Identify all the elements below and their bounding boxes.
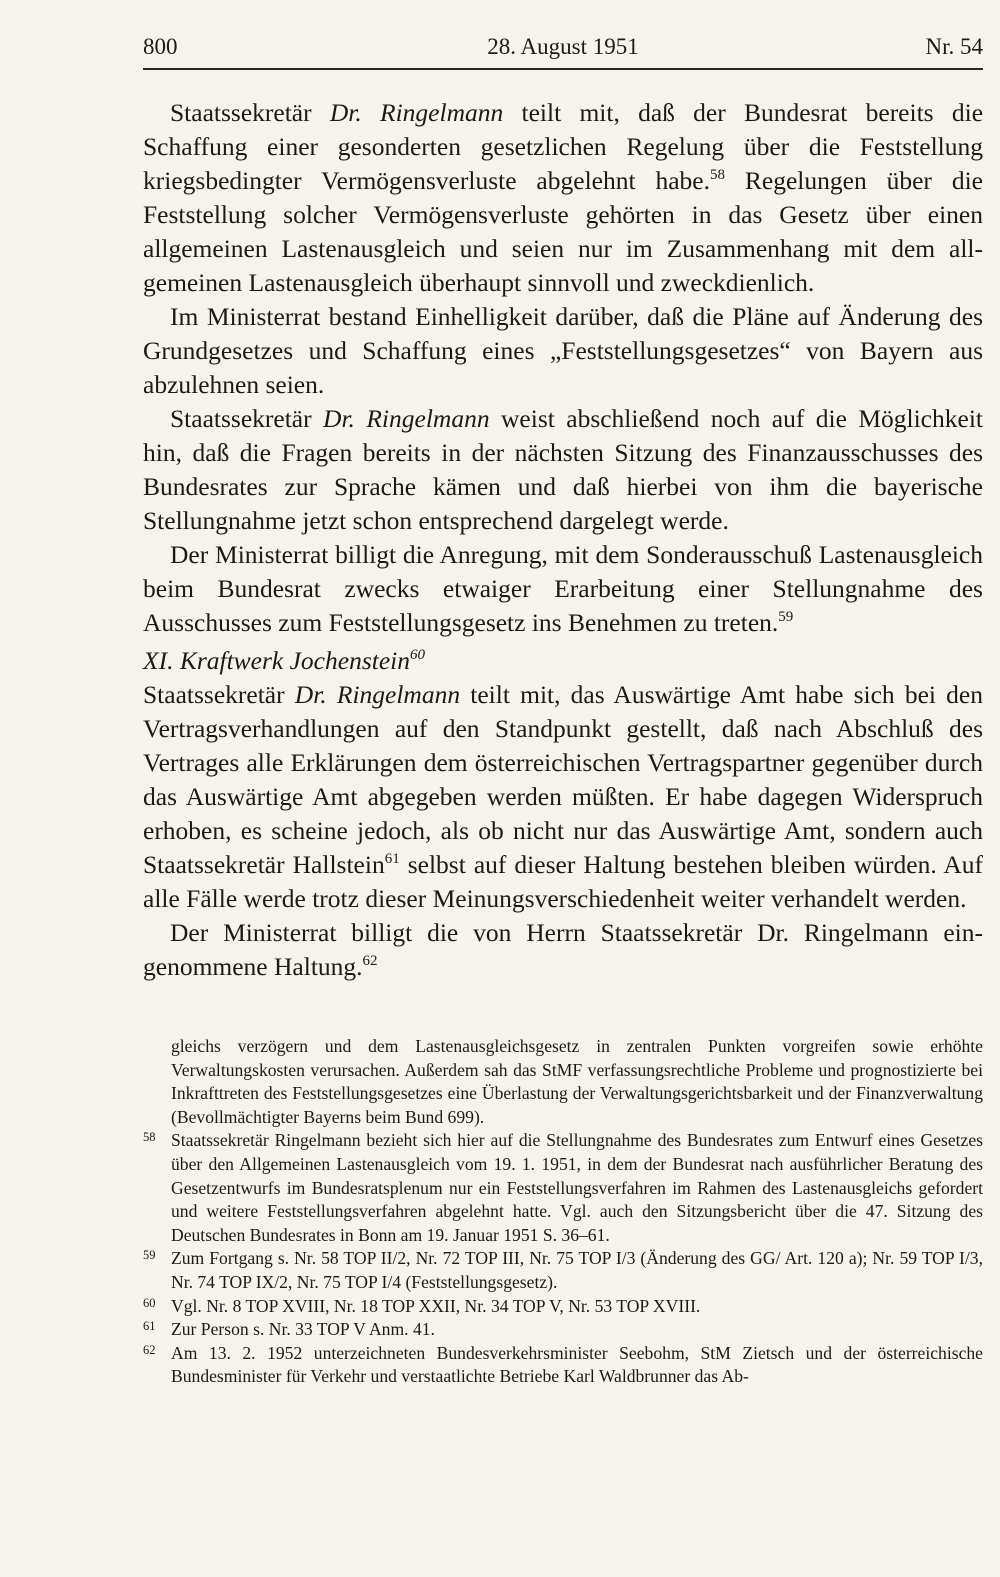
section-heading: [143, 644, 983, 678]
footnote-number: 60: [143, 1295, 156, 1310]
footnote-59: [143, 1247, 983, 1294]
footnote-number: 61: [143, 1319, 156, 1334]
paragraph: Im Ministerrat bestand Einhelligkeit darüber, daß die Pläne auf Änderung des Grundgesetzes und Schaffung eines „Feststellungsgesetzes“ von Bayern aus abzulehnen seien.: [143, 302, 983, 399]
text-run: teilt mit, das Auswärtige Amt habe sich bei den Vertragsverhandlungen auf den Standpunkt gestellt, daß nach Abschluß des Vertrages alle Erklärungen dem österreichischen Vertragspartner gegenüber durch das Auswärtige Amt abgegeben werden müßten. Er habe dagegen Widerspruch erhoben, es scheine jedoch, als ob nicht nur das Auswärtige Amt, sondern auch Staatssekretär Hallstein: [143, 680, 983, 879]
footnote-ref: 59: [778, 609, 794, 625]
text-run: Der Ministerrat billigt die von Herrn Staatssekretär Dr. Ringelmann eingenommene Haltung.: [143, 918, 983, 981]
text-run: weist abschließend noch auf die Möglichkeit hin, daß die Fragen bereits in der nächsten Sitzung des Finanzausschusses des Bundesrates zur Sprache kämen und daß hierbei von ihm die bayerische Stellungnahme jetzt schon entsprechend dargelegt werde.: [143, 404, 983, 535]
paragraph: [143, 538, 983, 640]
footnote-text: Am 13. 2. 1952 unterzeichneten Bundesverkehrsminister Seebohm, StM Zietsch und der österreichische Bundesminister für Verkehr und verstaatlichte Betriebe Karl Waldbrunner das Ab-: [171, 1342, 983, 1387]
paragraph: [143, 96, 983, 300]
main-text: [143, 96, 983, 984]
text-run: selbst auf dieser Haltung bestehen bleiben würden. Auf alle Fälle werde trotz dieser Meinungsverschiedenheit weiter verhandelt werden.: [143, 850, 983, 913]
footnotes: [143, 1035, 983, 1389]
footnote-ref: 58: [709, 167, 725, 183]
running-header: [143, 30, 983, 66]
paragraph: [143, 916, 983, 984]
footnote-text: Vgl. Nr. 8 TOP XVIII, Nr. 18 TOP XXII, Nr. 34 TOP V, Nr. 53 TOP XVIII.: [171, 1295, 701, 1316]
issue-number: Nr. 54: [925, 34, 983, 59]
text-run: Staatssekretär: [170, 404, 324, 433]
text-run: Staatssekretär: [170, 98, 330, 127]
footnote-ref: 62: [362, 953, 378, 969]
footnote-text: Staatssekretär Ringelmann bezieht sich hier auf die Stellungnahme des Bundesrates zum Entwurf eines Gesetzes über den Allgemeinen Lastenausgleich vom 19. 1. 1951, in dem der Bundesrat nach ausführlicher Beratung des Gesetzentwurfs im Bundesratsplenum nur ein Feststellungsverfahren im Rahmen des Lastenausgleichs gefordert und weitere Feststellungsverfahren abgelehnt hatte. Vgl. auch den Sitzungsbericht über die 47. Sitzung des Deutschen Bundesrates in Bonn am 19. Januar 1951 S. 36–61.: [171, 1130, 983, 1245]
footnote-text: Zum Fortgang s. Nr. 58 TOP II/2, Nr. 72 TOP III, Nr. 75 TOP I/3 (Änderung des GG/ Art. 120 a); Nr. 59 TOP I/3, Nr. 74 TOP IX/2, Nr. 75 TOP I/4 (Feststellungsgesetz).: [171, 1248, 983, 1292]
paragraph: [143, 402, 983, 538]
person-name: Dr. Ringelmann: [294, 680, 461, 709]
text-run: Der Ministerrat billigt die Anregung, mit dem Sonderausschuß Lastenausgleich beim Bundesrat zwecks etwaiger Erarbeitung einer Stellungnahme des Ausschusses zum Feststellungsgesetz ins Benehmen zu treten.: [143, 540, 983, 637]
paragraph: [143, 678, 983, 916]
header-date: 28. August 1951: [487, 34, 639, 59]
text-run: teilt mit, daß der Bundesrat bereits die Schaffung einer gesonderten gesetzlichen Regelung über die Feststellung kriegsbedingter Vermögensverluste abgelehnt habe.: [143, 98, 984, 195]
footnote-62: [143, 1342, 983, 1389]
section-title: XI. Kraftwerk Jochenstein: [143, 646, 410, 675]
footnote-ref: 60: [409, 647, 425, 663]
footnote-number: 58: [143, 1130, 156, 1145]
person-name: Dr. Ringelmann: [323, 404, 490, 433]
footnote-continuation: gleichs verzögern und dem Lastenausgleichsgesetz in zentralen Punkten vorgreifen sowie erhöhte Verwaltungskosten verursachen. Außerdem sah das StMF verfassungsrechtliche Probleme und prognostizierte bei Inkrafttreten des Feststellungsgesetzes eine Überlastung der Verwaltungsgerichtsbarkeit und der Finanzverwaltung (Bevollmächtigter Bayerns beim Bund 699).: [171, 1036, 983, 1127]
footnote-text: Zur Person s. Nr. 33 TOP V Anm. 41.: [171, 1319, 435, 1340]
text-run: Regelungen über die Feststellung solcher Vermögensverluste gehörten in das Gesetz über einen allgemeinen Lastenausgleich und seien nur im Zusammenhang mit dem allgemeinen Lastenausgleich überhaupt sinnvoll und zweckdienlich.: [143, 166, 983, 297]
footnote-58: [143, 1129, 983, 1247]
text-run: Staatssekretär: [143, 680, 295, 709]
header-rule: [143, 68, 983, 70]
footnote-number: 59: [143, 1248, 156, 1263]
footnote-60: [143, 1295, 983, 1319]
page-number: 800: [143, 34, 178, 59]
footnote-number: 62: [143, 1342, 156, 1357]
footnote-61: [143, 1318, 983, 1342]
footnote-ref: 61: [384, 851, 400, 867]
person-name: Dr. Ringelmann: [329, 98, 504, 127]
